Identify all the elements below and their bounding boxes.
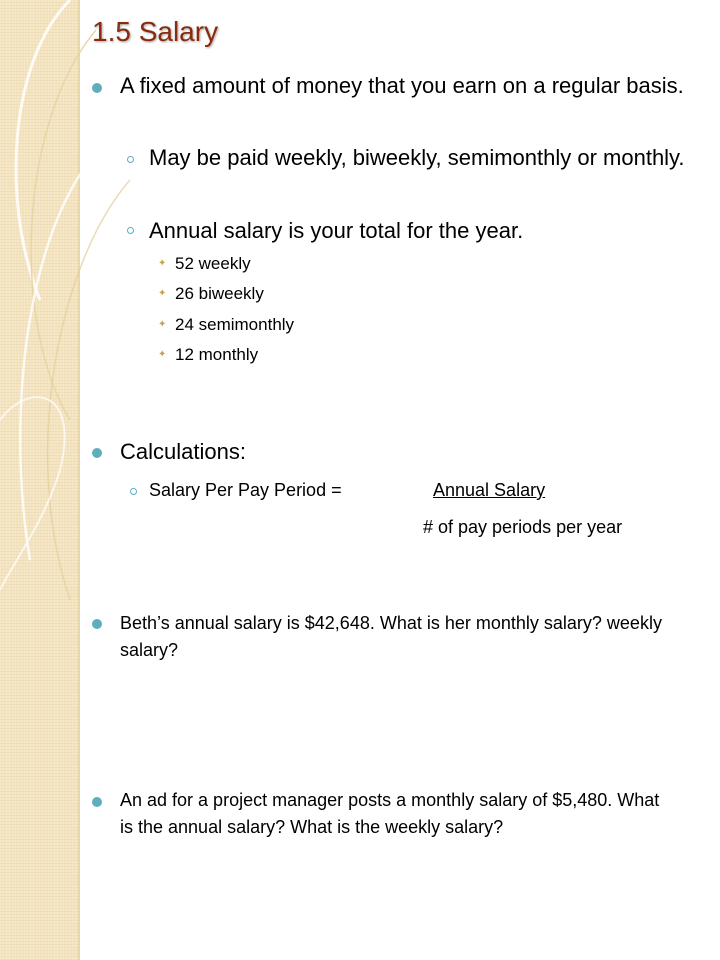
annual-text: Annual salary is your total for the year. (149, 218, 524, 243)
definition-text: A fixed amount of money that you earn on a regular basis. (120, 73, 684, 98)
star-bullet-icon: ✦ (158, 288, 167, 299)
formula-numerator: Annual Salary (433, 480, 546, 500)
formula-denominator: # of pay periods per year (423, 517, 623, 537)
slide-title: 1.5 Salary (92, 16, 219, 47)
period-item: 52 weekly (175, 254, 251, 273)
star-bullet-icon: ✦ (158, 258, 167, 269)
bullet-dot (92, 83, 102, 93)
star-bullet-icon: ✦ (158, 349, 167, 360)
bullet-dot (92, 448, 102, 458)
sub-bullet-circle (130, 488, 137, 495)
period-item: 26 biweekly (175, 284, 264, 303)
bullet-dot (92, 797, 102, 807)
sub-bullet-circle (127, 227, 134, 234)
bullet-dot (92, 619, 102, 629)
decorative-sidebar (0, 0, 80, 960)
paid-text: May be paid weekly, biweekly, semimonthly or monthly. (149, 145, 685, 170)
period-item: 24 semimonthly (175, 315, 295, 334)
period-item: 12 monthly (175, 345, 259, 364)
problem-ad-text: An ad for a project manager posts a monthly salary of $5,480. What is the annual salary? What is the weekly salary? (120, 790, 660, 837)
star-bullet-icon: ✦ (158, 319, 167, 330)
formula-left: Salary Per Pay Period = (149, 480, 342, 500)
problem-beth-text: Beth’s annual salary is $42,648. What is her monthly salary? weekly salary? (120, 613, 662, 660)
sub-bullet-circle (127, 156, 134, 163)
calculations-label: Calculations: (120, 439, 246, 464)
sidebar-edge (78, 0, 80, 960)
